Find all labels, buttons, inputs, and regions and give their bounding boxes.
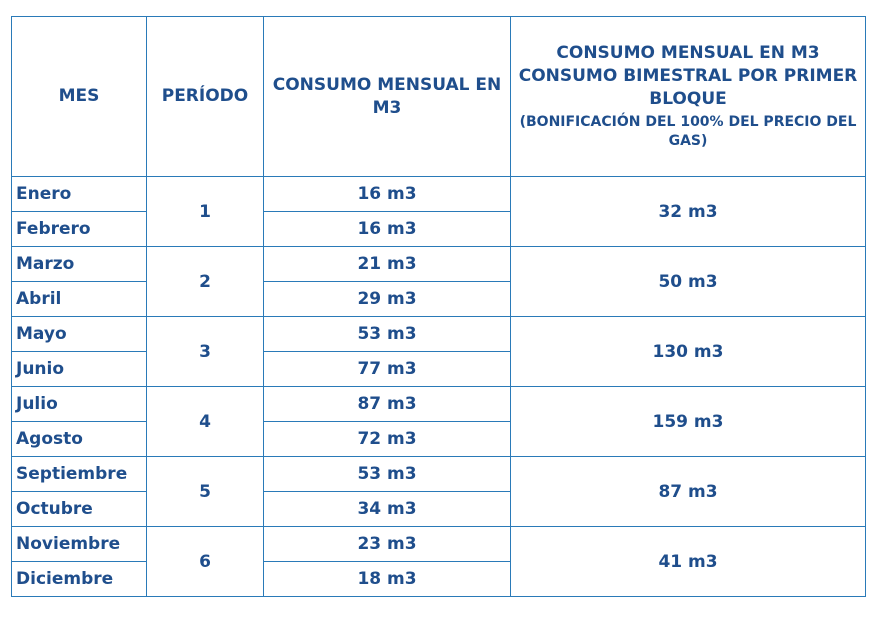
bimonthly-consumption-cell: 50 m3 (511, 247, 866, 317)
month-cell: Agosto (12, 422, 147, 457)
header-row (12, 17, 866, 177)
monthly-consumption-cell: 29 m3 (264, 282, 511, 317)
table-body (12, 177, 866, 597)
month-cell: Febrero (12, 212, 147, 247)
month-cell: Septiembre (12, 457, 147, 492)
monthly-consumption-cell: 16 m3 (264, 177, 511, 212)
period-cell: 5 (147, 457, 264, 527)
monthly-consumption-cell: 53 m3 (264, 317, 511, 352)
monthly-consumption-cell: 18 m3 (264, 562, 511, 597)
monthly-consumption-cell: 77 m3 (264, 352, 511, 387)
month-cell: Julio (12, 387, 147, 422)
monthly-consumption-cell: 21 m3 (264, 247, 511, 282)
header-periodo: PERÍODO (147, 17, 264, 177)
table-row (12, 177, 866, 212)
month-cell: Octubre (12, 492, 147, 527)
bimonthly-consumption-cell: 130 m3 (511, 317, 866, 387)
period-cell: 3 (147, 317, 264, 387)
period-cell: 4 (147, 387, 264, 457)
monthly-consumption-cell: 16 m3 (264, 212, 511, 247)
bimonthly-consumption-cell: 87 m3 (511, 457, 866, 527)
table-row (12, 527, 866, 562)
month-cell: Marzo (12, 247, 147, 282)
month-cell: Abril (12, 282, 147, 317)
table-row (12, 247, 866, 282)
table-row (12, 457, 866, 492)
month-cell: Junio (12, 352, 147, 387)
consumption-table (11, 16, 866, 597)
month-cell: Diciembre (12, 562, 147, 597)
bimonthly-consumption-cell: 159 m3 (511, 387, 866, 457)
header-mes: MES (12, 17, 147, 177)
bimonthly-consumption-cell: 41 m3 (511, 527, 866, 597)
monthly-consumption-cell: 72 m3 (264, 422, 511, 457)
table-header (12, 17, 866, 177)
bimonthly-consumption-cell: 32 m3 (511, 177, 866, 247)
month-cell: Mayo (12, 317, 147, 352)
header-consumo-bimestral-title: CONSUMO MENSUAL EN M3 CONSUMO BIMESTRAL POR PRIMER BLOQUE (518, 43, 858, 109)
month-cell: Enero (12, 177, 147, 212)
header-consumo-bimestral (511, 17, 866, 177)
period-cell: 1 (147, 177, 264, 247)
table-row (12, 387, 866, 422)
monthly-consumption-cell: 23 m3 (264, 527, 511, 562)
period-cell: 2 (147, 247, 264, 317)
consumption-table-wrapper (11, 16, 866, 597)
period-cell: 6 (147, 527, 264, 597)
header-bonificacion-note: (BONIFICACIÓN DEL 100% DEL PRECIO DEL GAS) (519, 114, 857, 149)
monthly-consumption-cell: 87 m3 (264, 387, 511, 422)
monthly-consumption-cell: 34 m3 (264, 492, 511, 527)
header-consumo-mensual: CONSUMO MENSUAL EN M3 (264, 17, 511, 177)
table-row (12, 317, 866, 352)
month-cell: Noviembre (12, 527, 147, 562)
monthly-consumption-cell: 53 m3 (264, 457, 511, 492)
